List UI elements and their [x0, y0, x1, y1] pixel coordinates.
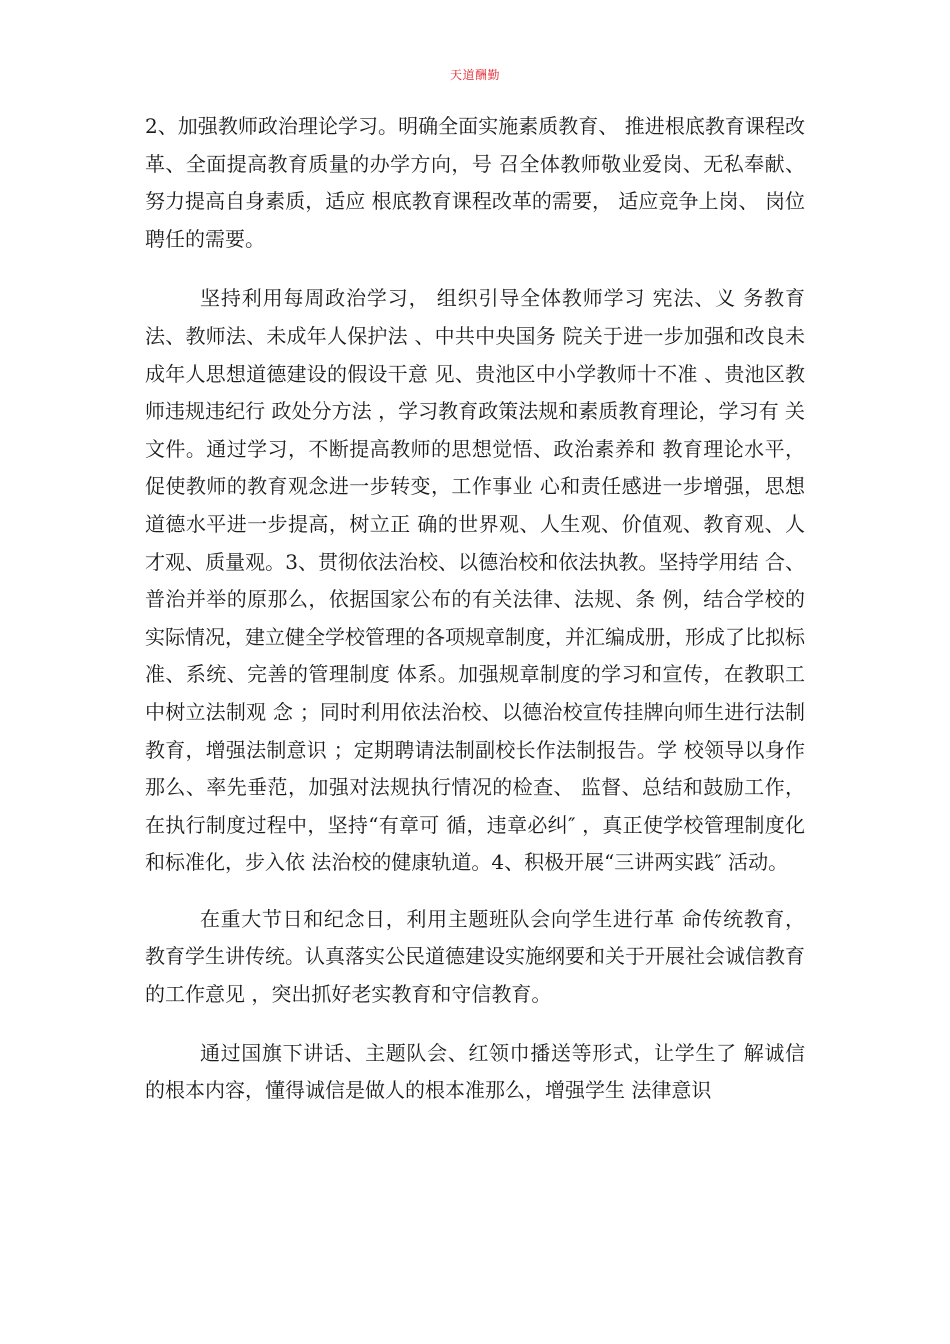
paragraph-integrity-education: 通过国旗下讲话、主题队会、红领巾播送等形式，让学生了 解诚信的根本内容，懂得诚信是做人的根本准那么，增强学生 法律意识	[145, 1040, 805, 1103]
document-body	[145, 108, 805, 1110]
paragraph-teacher-political-study: 2、加强教师政治理论学习。明确全面实施素质教育、 推进根底教育课程改革、全面提高教育质量的办学方向，号 召全体教师敬业爱岗、无私奉献、努力提高自身素质，适应 根底教育课程改革的需要， 适应竞争上岗、 岗位聘任的需要。	[145, 114, 805, 251]
paragraph-weekly-study-and-law: 坚持利用每周政治学习， 组织引导全体教师学习 宪法、义 务教育法、教师法、未成年人保护法 、中共中央国务 院关于进一步加强和改良未成年人思想道德建设的假设干意 见、贵池区中小学教师十不准 、贵池区教师违规违纪行 政处分方法 ，学习教育政策法规和素质教育理论，学习有 关文件。通过学习，不断提高教师的思想觉悟、政治素养和 教育理论水平，促使教师的教育观念进一步转变，工作事业 心和责任感进一步增强，思想道德水平进一步提高，树立正 确的世界观、人生观、价值观、教育观、人才观、质量观。3、贯彻依法治校、以德治校和依法执教。坚持学用结 合、普治并举的原那么，依据国家公布的有关法律、法规、条 例，结合学校的实际情况，建立健全学校管理的各项规章制度，并汇编成册，形成了比拟标准、系统、完善的管理制度 体系。加强规章制度的学习和宣传，在教职工中树立法制观 念 ；同时利用依法治校、以德治校宣传挂牌向师生进行法制 教育，增强法制意识 ；定期聘请法制副校长作法制报告。学 校领导以身作那么、率先垂范，加强对法规执行情况的检查、 监督、总结和鼓励工作，在执行制度过程中，坚持“有章可 循，违章必纠″ ，真正使学校管理制度化和标准化，步入依 法治校的健康轨道。4、积极开展“三讲两实践″ 活动。	[145, 286, 805, 875]
page-header: 天道酬勤	[449, 68, 500, 82]
paragraph-festival-education: 在重大节日和纪念日，利用主题班队会向学生进行革 命传统教育，教育学生讲传统。认真落实公民道德建设实施纲要和关于开展社会诚信教育的工作意见 ，突出抓好老实教育和守信教育。	[145, 906, 805, 1007]
